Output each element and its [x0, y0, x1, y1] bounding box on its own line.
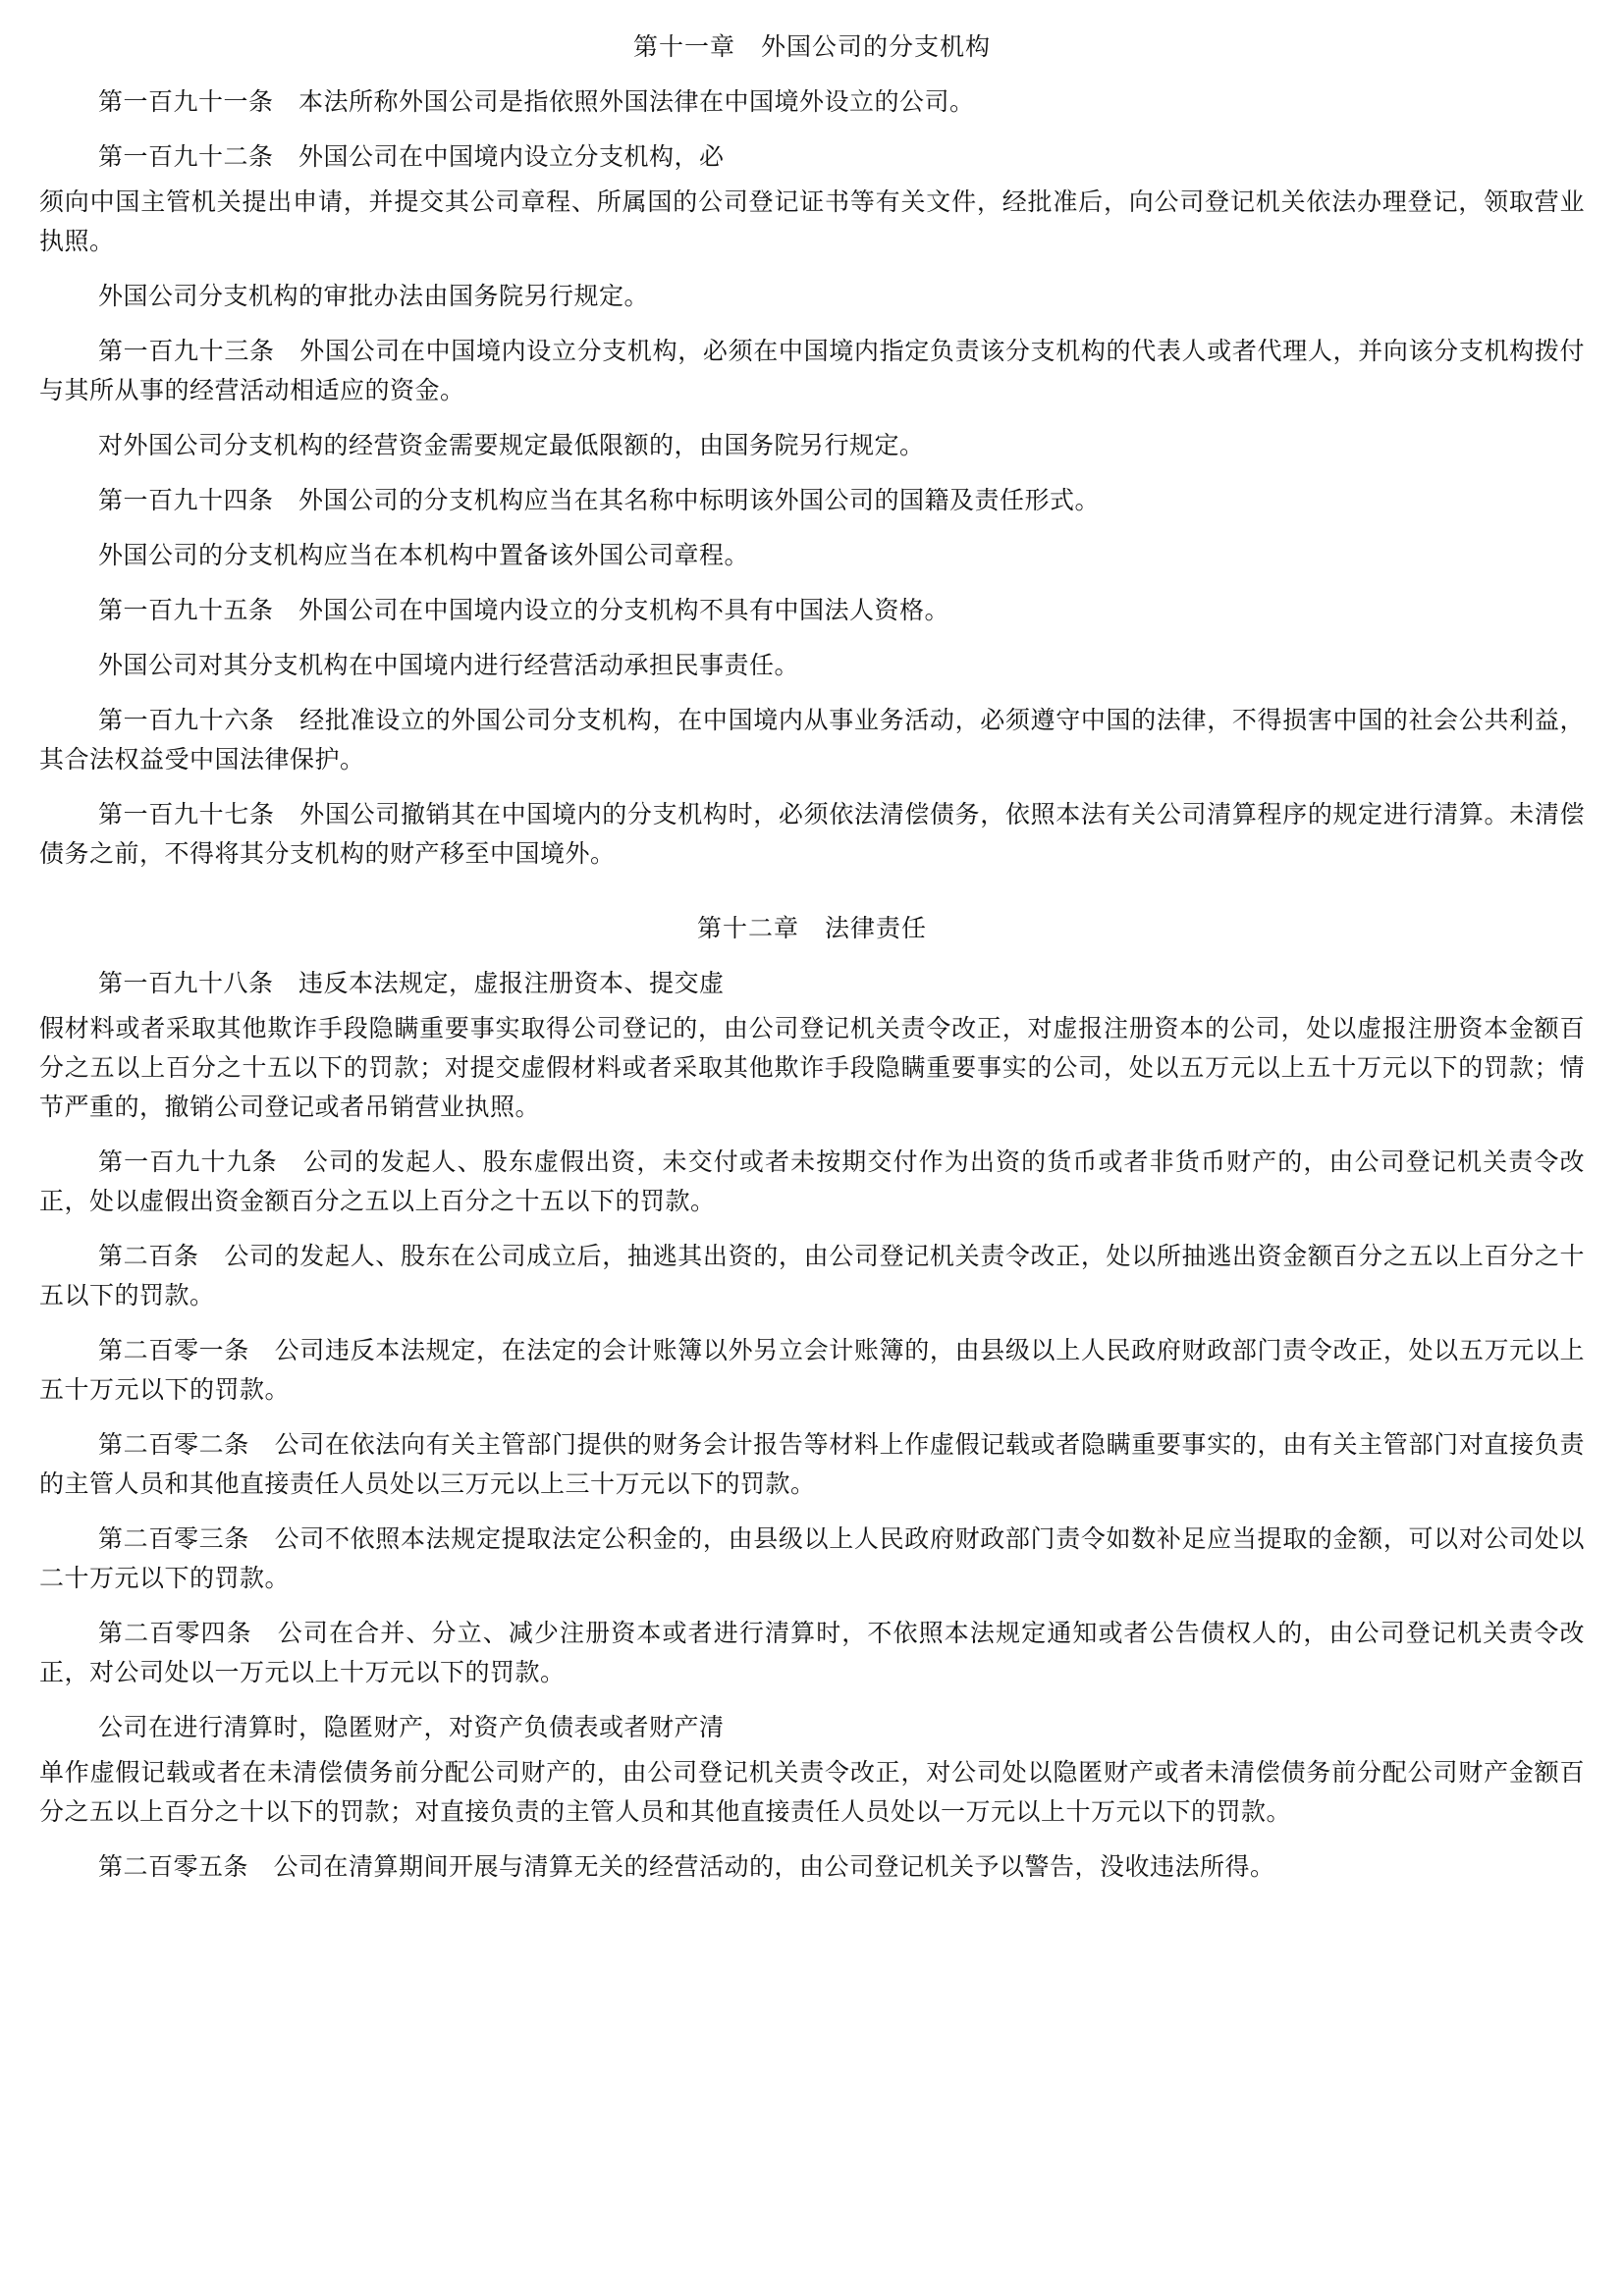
article-204-paragraph-2-continuation: 单作虚假记载或者在未清偿债务前分配公司财产的，由公司登记机关责令改正，对公司处以隐匿财产或者未清偿债务前分配公司财产金额百分之五以上百分之十以下的罚款；对直接负责的主管人员和其他直接责任人员处以一万元以上十万元以下的罚款。	[39, 1758, 1585, 1826]
article-193-paragraph-2: 对外国公司分支机构的经营资金需要规定最低限额的，由国务院另行规定。	[98, 431, 925, 459]
document-page	[39, 27, 1585, 1902]
article-195: 第一百九十五条 外国公司在中国境内设立的分支机构不具有中国法人资格。	[98, 596, 950, 624]
article-195-paragraph-2: 外国公司对其分支机构在中国境内进行经营活动承担民事责任。	[98, 651, 800, 679]
chapter-12-title: 第十二章 法律责任	[696, 914, 927, 942]
chapter-11-title: 第十一章 外国公司的分支机构	[632, 32, 991, 61]
article-202: 第二百零二条 公司在依法向有关主管部门提供的财务会计报告等材料上作虚假记载或者隐瞒重要事实的，由有关主管部门对直接负责的主管人员和其他直接责任人员处以三万元以上三十万元以下的罚款。	[39, 1430, 1585, 1498]
article-199: 第一百九十九条 公司的发起人、股东虚假出资，未交付或者未按期交付作为出资的货币或者非货币财产的，由公司登记机关责令改正，处以虚假出资金额百分之五以上百分之十五以下的罚款。	[39, 1148, 1585, 1215]
article-196: 第一百九十六条 经批准设立的外国公司分支机构，在中国境内从事业务活动，必须遵守中国的法律，不得损害中国的社会公共利益，其合法权益受中国法律保护。	[39, 706, 1585, 774]
article-205: 第二百零五条 公司在清算期间开展与清算无关的经营活动的，由公司登记机关予以警告，没收违法所得。	[98, 1852, 1275, 1881]
article-197: 第一百九十七条 外国公司撤销其在中国境内的分支机构时，必须依法清偿债务，依照本法有关公司清算程序的规定进行清算。未清偿债务之前，不得将其分支机构的财产移至中国境外。	[39, 800, 1585, 868]
article-193: 第一百九十三条 外国公司在中国境内设立分支机构，必须在中国境内指定负责该分支机构的代表人或者代理人，并向该分支机构拨付与其所从事的经营活动相适应的资金。	[39, 337, 1585, 404]
article-194-paragraph-2: 外国公司的分支机构应当在本机构中置备该外国公司章程。	[98, 541, 750, 569]
article-204-paragraph-2-first-line: 公司在进行清算时，隐匿财产，对资产负债表或者财产清	[98, 1713, 725, 1741]
article-204: 第二百零四条 公司在合并、分立、减少注册资本或者进行清算时，不依照本法规定通知或者公告债权人的，由公司登记机关责令改正，对公司处以一万元以上十万元以下的罚款。	[39, 1619, 1585, 1686]
article-191: 第一百九十一条 本法所称外国公司是指依照外国法律在中国境外设立的公司。	[98, 87, 975, 116]
article-192-paragraph-2: 外国公司分支机构的审批办法由国务院另行规定。	[98, 282, 650, 310]
article-201: 第二百零一条 公司违反本法规定，在法定的会计账簿以外另立会计账簿的，由县级以上人民政府财政部门责令改正，处以五万元以上五十万元以下的罚款。	[39, 1336, 1585, 1404]
article-200: 第二百条 公司的发起人、股东在公司成立后，抽逃其出资的，由公司登记机关责令改正，处以所抽逃出资金额百分之五以上百分之十五以下的罚款。	[39, 1242, 1585, 1309]
article-198-first-line: 第一百九十八条 违反本法规定，虚报注册资本、提交虚	[98, 969, 725, 997]
article-194: 第一百九十四条 外国公司的分支机构应当在其名称中标明该外国公司的国籍及责任形式。	[98, 486, 1101, 514]
article-198-continuation: 假材料或者采取其他欺诈手段隐瞒重要事实取得公司登记的，由公司登记机关责令改正，对虚报注册资本的公司，处以虚报注册资本金额百分之五以上百分之十五以下的罚款；对提交虚假材料或者采取其他欺诈手段隐瞒重要事实的公司，处以五万元以上五十万元以下的罚款；情节严重的，撤销公司登记或者吊销营业执照。	[39, 1014, 1585, 1121]
article-192-continuation: 须向中国主管机关提出申请，并提交其公司章程、所属国的公司登记证书等有关文件，经批准后，向公司登记机关依法办理登记，领取营业执照。	[39, 187, 1585, 255]
article-192-first-line: 第一百九十二条 外国公司在中国境内设立分支机构，必	[98, 142, 725, 171]
article-203: 第二百零三条 公司不依照本法规定提取法定公积金的，由县级以上人民政府财政部门责令如数补足应当提取的金额，可以对公司处以二十万元以下的罚款。	[39, 1524, 1585, 1592]
